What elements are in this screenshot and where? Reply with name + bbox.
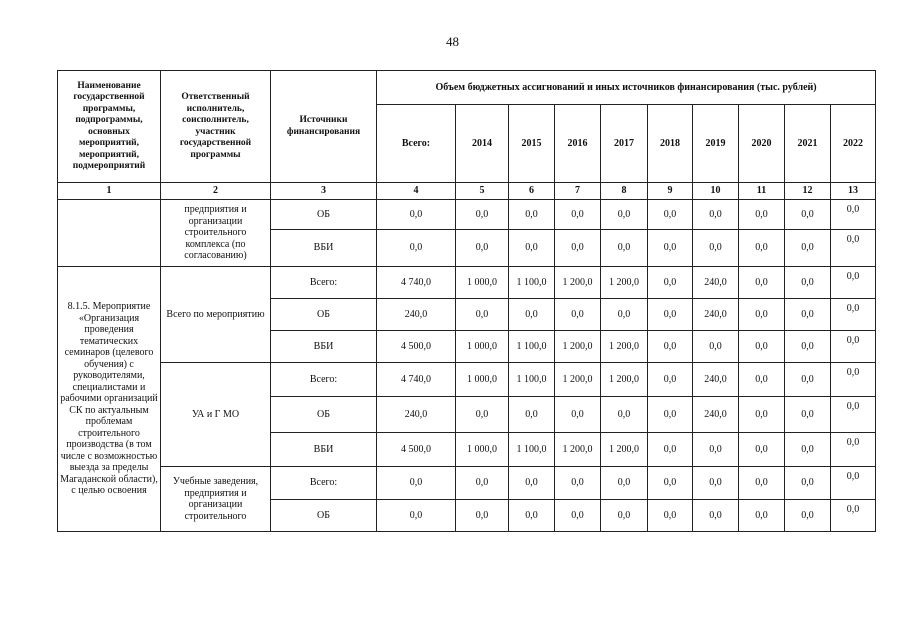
value-cell: 0,0 [456,200,509,230]
value-cell: 0,0 [648,397,693,433]
value-cell: 0,0 [648,363,693,397]
table-row [58,200,876,230]
source-cell: ВБИ [271,331,377,363]
value-cell: 0,0 [456,467,509,500]
value-cell: 0,0 [831,230,876,267]
value-cell: 0,0 [785,331,831,363]
value-cell: 0,0 [377,500,456,532]
value-cell: 0,0 [831,433,876,467]
value-cell: 1 100,0 [509,433,555,467]
value-cell: 0,0 [555,200,601,230]
header-year: 2019 [693,105,739,183]
value-cell: 0,0 [648,200,693,230]
value-cell: 0,0 [739,299,785,331]
value-cell: 0,0 [831,467,876,500]
value-cell: 240,0 [377,397,456,433]
column-number: 13 [831,183,876,200]
value-cell: 0,0 [739,363,785,397]
value-cell: 0,0 [831,267,876,299]
value-cell: 0,0 [509,500,555,532]
header-year: 2015 [509,105,555,183]
value-cell: 0,0 [509,299,555,331]
column-number: 6 [509,183,555,200]
value-cell: 1 200,0 [601,331,648,363]
column-number: 5 [456,183,509,200]
header-year: 2017 [601,105,648,183]
value-cell: 0,0 [555,230,601,267]
value-cell: 0,0 [785,363,831,397]
value-cell: 0,0 [785,267,831,299]
value-cell: 0,0 [831,397,876,433]
value-cell: 0,0 [555,397,601,433]
source-cell: ОБ [271,397,377,433]
activity-name-cell: 8.1.5. Мероприятие «Организация проведения тематических семинаров (целевого обучения) с руководителями, специалистами и рабочими организаций СК по актуальным проблемам строительного производства (в том числе с возможностью выезда за пределы Магаданской области), с целью освоения [58,267,161,532]
source-cell: Всего: [271,267,377,299]
value-cell: 0,0 [648,299,693,331]
value-cell: 0,0 [555,299,601,331]
column-number: 8 [601,183,648,200]
column-numbers-row [58,183,876,200]
value-cell: 1 100,0 [509,267,555,299]
value-cell: 0,0 [739,230,785,267]
value-cell: 0,0 [456,299,509,331]
value-cell: 0,0 [648,267,693,299]
value-cell: 240,0 [377,299,456,331]
participant-cell: УА и Г МО [161,363,271,467]
page-number: 48 [446,34,459,49]
value-cell: 240,0 [693,267,739,299]
header-year: 2016 [555,105,601,183]
value-cell: 0,0 [693,331,739,363]
table-row [58,467,876,500]
value-cell: 1 100,0 [509,331,555,363]
header-total: Всего: [377,105,456,183]
column-number: 10 [693,183,739,200]
value-cell: 0,0 [601,230,648,267]
value-cell: 0,0 [456,397,509,433]
value-cell: 0,0 [785,467,831,500]
column-number: 4 [377,183,456,200]
value-cell: 0,0 [601,299,648,331]
value-cell: 0,0 [601,467,648,500]
value-cell: 1 200,0 [601,433,648,467]
source-cell: ВБИ [271,433,377,467]
value-cell: 0,0 [509,230,555,267]
value-cell: 0,0 [601,200,648,230]
column-number: 12 [785,183,831,200]
value-cell: 0,0 [509,397,555,433]
column-number: 9 [648,183,693,200]
value-cell: 0,0 [831,500,876,532]
budget-table [57,70,876,532]
value-cell: 0,0 [831,331,876,363]
participant-cell: Всего по мероприятию [161,267,271,363]
header-program-name: Наименование государственной программы, подпрограммы, основных мероприятий, мероприятий, подмероприятий [58,71,161,183]
column-number: 1 [58,183,161,200]
header-volume-title: Объем бюджетных ассигнований и иных источников финансирования (тыс. рублей) [377,71,876,105]
value-cell: 0,0 [377,467,456,500]
value-cell: 0,0 [693,230,739,267]
value-cell: 0,0 [739,267,785,299]
empty-name-cell [58,200,161,267]
value-cell: 0,0 [377,200,456,230]
value-cell: 1 000,0 [456,433,509,467]
header-year: 2014 [456,105,509,183]
value-cell: 0,0 [648,467,693,500]
value-cell: 0,0 [831,299,876,331]
table-row [58,363,876,397]
header-year: 2022 [831,105,876,183]
header-executor: Ответственный исполнитель, соисполнитель, участник государственной программы [161,71,271,183]
value-cell: 1 200,0 [601,267,648,299]
source-cell: ВБИ [271,230,377,267]
value-cell: 4 500,0 [377,331,456,363]
value-cell: 4 740,0 [377,363,456,397]
value-cell: 0,0 [831,200,876,230]
value-cell: 0,0 [739,433,785,467]
source-cell: ОБ [271,299,377,331]
value-cell: 0,0 [739,467,785,500]
value-cell: 0,0 [739,200,785,230]
value-cell: 0,0 [785,200,831,230]
value-cell: 0,0 [377,230,456,267]
value-cell: 0,0 [739,500,785,532]
value-cell: 1 200,0 [555,363,601,397]
value-cell: 0,0 [693,500,739,532]
header-funding-source: Источники финансирования [271,71,377,183]
value-cell: 0,0 [831,363,876,397]
value-cell: 0,0 [509,467,555,500]
value-cell: 240,0 [693,299,739,331]
source-cell: Всего: [271,363,377,397]
value-cell: 1 200,0 [555,331,601,363]
value-cell: 1 200,0 [601,363,648,397]
column-number: 11 [739,183,785,200]
value-cell: 0,0 [648,500,693,532]
source-cell: ОБ [271,500,377,532]
value-cell: 0,0 [601,397,648,433]
value-cell: 240,0 [693,397,739,433]
value-cell: 0,0 [693,200,739,230]
value-cell: 1 200,0 [555,433,601,467]
value-cell: 0,0 [739,397,785,433]
value-cell: 0,0 [739,331,785,363]
value-cell: 0,0 [693,433,739,467]
column-number: 3 [271,183,377,200]
value-cell: 0,0 [648,433,693,467]
column-number: 7 [555,183,601,200]
table-row [58,267,876,299]
value-cell: 1 000,0 [456,331,509,363]
value-cell: 0,0 [785,299,831,331]
participant-cell: предприятия и организации строительного комплекса (по согласованию) [161,200,271,267]
value-cell: 0,0 [555,500,601,532]
source-cell: Всего: [271,467,377,500]
value-cell: 240,0 [693,363,739,397]
value-cell: 4 500,0 [377,433,456,467]
participant-cell: Учебные заведения, предприятия и организации строительного [161,467,271,532]
column-number: 2 [161,183,271,200]
value-cell: 0,0 [693,467,739,500]
value-cell: 0,0 [785,433,831,467]
header-year: 2021 [785,105,831,183]
header-row [58,71,876,105]
value-cell: 0,0 [601,500,648,532]
value-cell: 0,0 [509,200,555,230]
value-cell: 0,0 [648,331,693,363]
header-year: 2020 [739,105,785,183]
value-cell: 0,0 [456,230,509,267]
value-cell: 4 740,0 [377,267,456,299]
value-cell: 0,0 [785,500,831,532]
value-cell: 1 200,0 [555,267,601,299]
value-cell: 1 000,0 [456,267,509,299]
header-year: 2018 [648,105,693,183]
value-cell: 1 000,0 [456,363,509,397]
value-cell: 0,0 [648,230,693,267]
value-cell: 0,0 [785,397,831,433]
source-cell: ОБ [271,200,377,230]
value-cell: 1 100,0 [509,363,555,397]
value-cell: 0,0 [555,467,601,500]
value-cell: 0,0 [456,500,509,532]
value-cell: 0,0 [785,230,831,267]
